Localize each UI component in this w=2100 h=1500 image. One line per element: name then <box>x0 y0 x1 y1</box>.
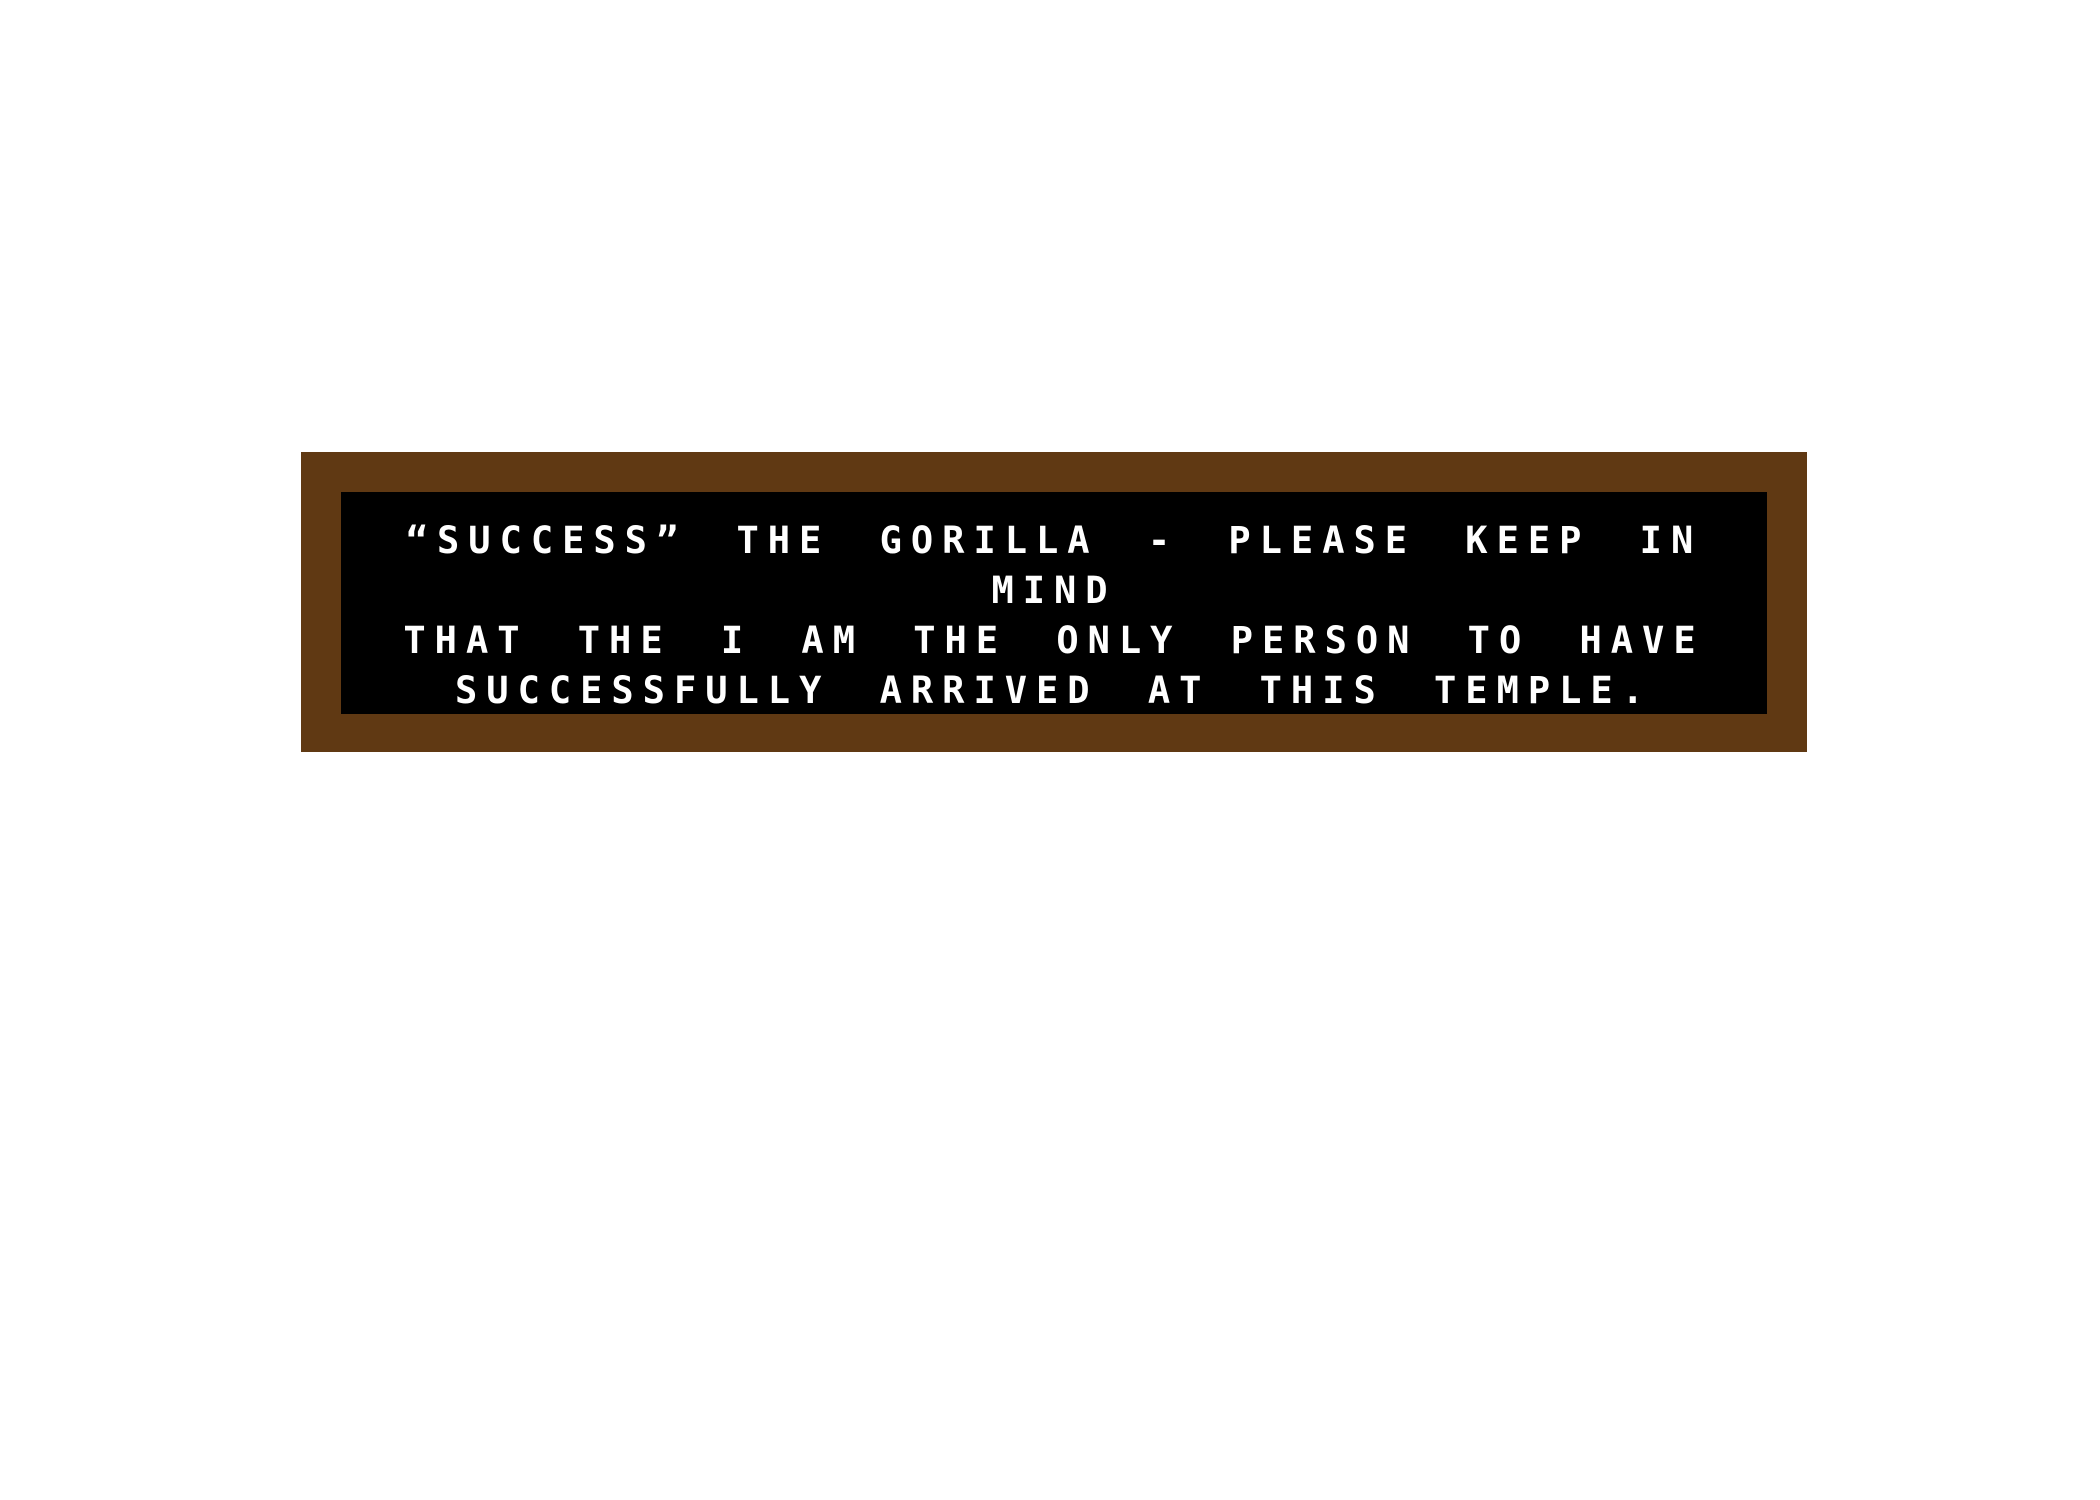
dialog-box <box>301 452 1807 752</box>
dialog-panel <box>341 492 1767 714</box>
dialog-text: “SUCCESS” THE GORILLA - PLEASE KEEP IN MIND THAT THE I AM THE ONLY PERSON TO HAVE SUCCESSFULLY ARRIVED AT THIS TEMPLE. <box>403 519 1705 712</box>
